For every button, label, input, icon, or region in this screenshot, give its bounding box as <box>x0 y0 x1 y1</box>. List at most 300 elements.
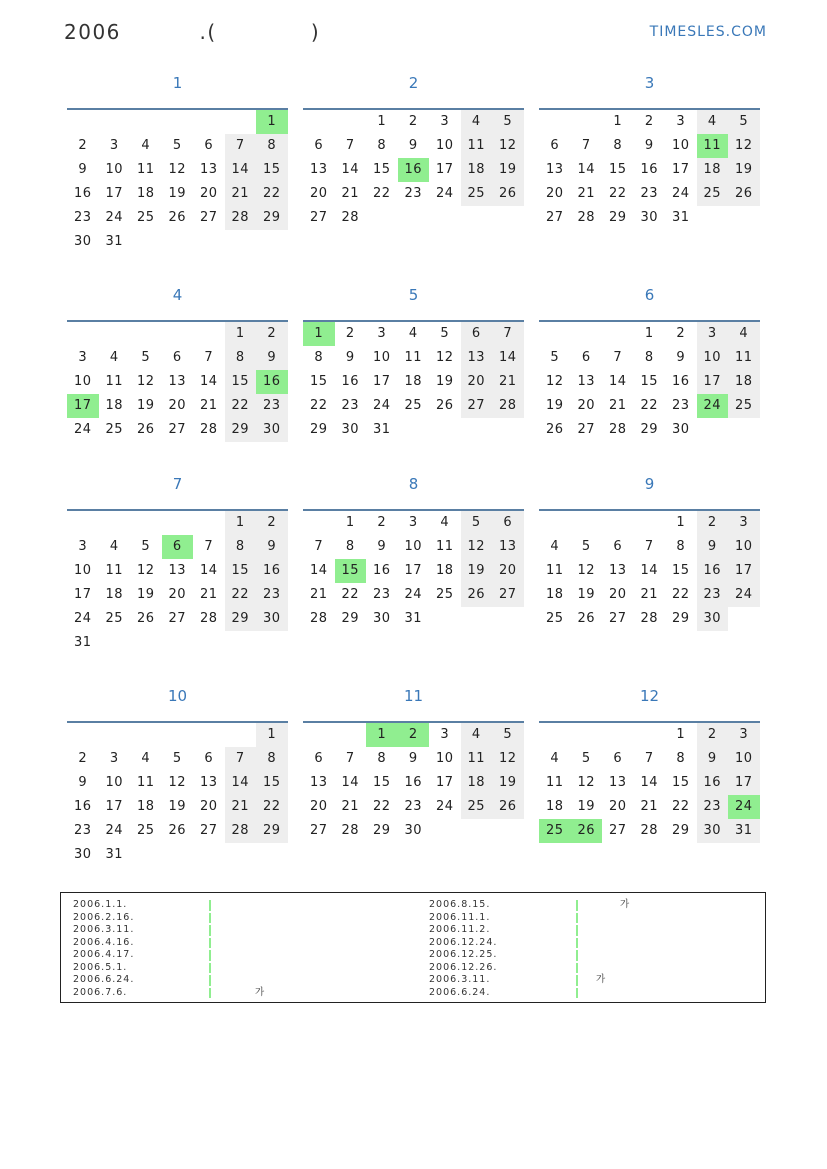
day-cell: 21 <box>341 186 360 201</box>
day-cell: 19 <box>577 799 596 814</box>
day-cell: 5 <box>492 723 524 747</box>
day-cell: 29 <box>309 422 328 437</box>
day-cell: 19 <box>492 771 524 795</box>
legend-row <box>73 912 134 925</box>
day-cell: 21 <box>640 587 659 602</box>
day-cell: 29 <box>372 823 391 838</box>
day-cell: 31 <box>372 422 391 437</box>
month-title: 9 <box>644 475 655 493</box>
day-cell: 13 <box>199 162 218 177</box>
day-cell: 20 <box>309 186 328 201</box>
legend-row <box>73 974 134 987</box>
holiday-day-cell: 11 <box>697 134 729 158</box>
legend-marker <box>209 938 211 949</box>
day-cell: 1 <box>377 114 387 129</box>
month-title: 6 <box>644 286 655 304</box>
day-cell: 28 <box>225 206 257 230</box>
day-cell: 14 <box>492 346 524 370</box>
day-cell: 11 <box>461 134 493 158</box>
day-cell: 5 <box>172 751 182 766</box>
day-cell: 25 <box>105 611 124 626</box>
day-cell: 2 <box>676 326 686 341</box>
day-cell: 2 <box>256 322 288 346</box>
page-title: 2006 .( ) <box>64 20 321 44</box>
day-cell: 15 <box>256 158 288 182</box>
holiday-day-cell: 25 <box>539 819 571 843</box>
day-cell: 18 <box>105 587 124 602</box>
day-cell: 28 <box>309 611 328 626</box>
legend-row <box>429 962 497 975</box>
day-cell: 28 <box>341 210 360 225</box>
legend-row <box>73 899 134 912</box>
day-cell: 12 <box>728 134 760 158</box>
legend-row <box>73 949 134 962</box>
day-cell: 21 <box>225 795 257 819</box>
legend-date: 2006.6.24. <box>73 974 135 985</box>
day-cell: 1 <box>256 723 288 747</box>
day-cell: 3 <box>109 138 119 153</box>
day-cell: 17 <box>73 587 92 602</box>
day-cell: 25 <box>461 795 493 819</box>
day-cell: 27 <box>168 422 187 437</box>
day-cell: 10 <box>728 535 760 559</box>
day-cell: 25 <box>728 394 760 418</box>
month-title: 10 <box>167 687 188 705</box>
legend-date: 2006.12.24. <box>429 936 498 948</box>
day-cell: 3 <box>78 350 88 365</box>
day-cell: 17 <box>105 799 124 814</box>
legend-row <box>429 924 497 937</box>
day-cell: 22 <box>309 398 328 413</box>
day-cell: 4 <box>697 110 729 134</box>
day-cell: 4 <box>109 539 119 554</box>
day-cell: 1 <box>676 515 686 530</box>
day-cell: 15 <box>640 374 659 389</box>
day-cell: 9 <box>697 747 729 771</box>
day-cell: 7 <box>492 322 524 346</box>
day-cell: 24 <box>105 210 124 225</box>
legend-holiday-name: 가 <box>255 986 266 998</box>
day-cell: 3 <box>78 539 88 554</box>
day-cell: 22 <box>256 182 288 206</box>
day-cell: 28 <box>640 611 659 626</box>
day-cell: 24 <box>105 823 124 838</box>
day-cell: 17 <box>435 775 454 790</box>
day-cell: 1 <box>613 114 623 129</box>
day-cell: 23 <box>671 398 690 413</box>
day-cell: 5 <box>581 539 591 554</box>
day-cell: 27 <box>309 210 328 225</box>
day-cell: 29 <box>225 418 257 442</box>
day-cell: 2 <box>377 515 387 530</box>
legend-date: 2006.4.17. <box>73 949 135 960</box>
legend-marker <box>209 925 211 936</box>
legend-date: 2006.3.11. <box>73 924 135 935</box>
day-cell: 21 <box>492 370 524 394</box>
day-cell: 18 <box>404 374 423 389</box>
day-cell: 25 <box>435 587 454 602</box>
legend-date: 2006.7.6. <box>73 986 128 998</box>
day-cell: 20 <box>199 799 218 814</box>
day-cell: 3 <box>676 114 686 129</box>
day-cell: 4 <box>728 322 760 346</box>
day-cell: 28 <box>492 394 524 418</box>
day-cell: 21 <box>608 398 627 413</box>
day-cell: 20 <box>168 398 187 413</box>
day-cell: 21 <box>341 799 360 814</box>
day-cell: 30 <box>671 422 690 437</box>
day-cell: 29 <box>256 206 288 230</box>
day-cell: 9 <box>78 775 88 790</box>
day-cell: 20 <box>577 398 596 413</box>
day-cell: 17 <box>671 162 690 177</box>
day-cell: 2 <box>697 511 729 535</box>
day-cell: 19 <box>728 158 760 182</box>
day-cell: 4 <box>141 751 151 766</box>
day-cell: 11 <box>404 350 423 365</box>
day-cell: 20 <box>492 559 524 583</box>
day-cell: 11 <box>461 747 493 771</box>
day-cell: 7 <box>204 350 214 365</box>
day-cell: 28 <box>225 819 257 843</box>
month-title: 12 <box>639 687 660 705</box>
day-cell: 23 <box>256 394 288 418</box>
day-cell: 29 <box>225 607 257 631</box>
month-title: 7 <box>172 475 183 493</box>
day-cell: 8 <box>676 751 686 766</box>
holiday-day-cell: 1 <box>303 322 335 346</box>
legend-marker <box>576 938 578 949</box>
day-cell: 18 <box>105 398 124 413</box>
legend-row <box>73 924 134 937</box>
legend-date: 2006.4.16. <box>73 936 135 948</box>
day-cell: 22 <box>225 583 257 607</box>
day-cell: 13 <box>168 563 187 578</box>
day-cell: 15 <box>256 771 288 795</box>
holiday-day-cell: 6 <box>162 535 194 559</box>
day-cell: 4 <box>550 751 560 766</box>
legend-marker <box>209 913 211 924</box>
legend-marker <box>576 975 578 986</box>
day-cell: 26 <box>545 422 564 437</box>
day-cell: 19 <box>461 559 493 583</box>
site-link[interactable]: TIMESLES.COM <box>649 24 767 40</box>
day-cell: 9 <box>408 751 418 766</box>
day-cell: 28 <box>199 611 218 626</box>
day-cell: 10 <box>73 563 92 578</box>
day-cell: 25 <box>404 398 423 413</box>
day-cell: 29 <box>640 422 659 437</box>
day-cell: 13 <box>461 346 493 370</box>
day-cell: 2 <box>345 326 355 341</box>
day-cell: 18 <box>545 799 564 814</box>
day-cell: 18 <box>697 158 729 182</box>
day-cell: 31 <box>105 234 124 249</box>
day-cell: 28 <box>341 823 360 838</box>
day-cell: 14 <box>225 771 257 795</box>
day-cell: 15 <box>225 370 257 394</box>
legend-date: 2006.3.11. <box>429 974 491 985</box>
day-cell: 10 <box>435 138 454 153</box>
day-cell: 26 <box>136 611 155 626</box>
day-cell: 30 <box>372 611 391 626</box>
day-cell: 14 <box>199 374 218 389</box>
day-cell: 13 <box>199 775 218 790</box>
day-cell: 29 <box>608 210 627 225</box>
legend-row <box>429 974 607 987</box>
day-cell: 1 <box>345 515 355 530</box>
month-title: 8 <box>408 475 419 493</box>
day-cell: 20 <box>309 799 328 814</box>
day-cell: 6 <box>492 511 524 535</box>
day-cell: 2 <box>408 114 418 129</box>
day-cell: 21 <box>309 587 328 602</box>
legend-date: 2006.12.26. <box>429 961 498 973</box>
day-cell: 18 <box>136 799 155 814</box>
day-cell: 26 <box>728 182 760 206</box>
day-cell: 15 <box>608 162 627 177</box>
day-cell: 28 <box>577 210 596 225</box>
day-cell: 8 <box>613 138 623 153</box>
day-cell: 11 <box>105 563 124 578</box>
day-cell: 11 <box>105 374 124 389</box>
month-divider <box>67 108 288 110</box>
day-cell: 31 <box>728 819 760 843</box>
day-cell: 26 <box>168 823 187 838</box>
day-cell: 1 <box>225 322 257 346</box>
legend-marker <box>576 950 578 961</box>
day-cell: 30 <box>404 823 423 838</box>
day-cell: 10 <box>697 346 729 370</box>
day-cell: 23 <box>256 583 288 607</box>
day-cell: 13 <box>309 162 328 177</box>
day-cell: 27 <box>545 210 564 225</box>
day-cell: 2 <box>78 138 88 153</box>
day-cell: 1 <box>225 511 257 535</box>
day-cell: 10 <box>435 751 454 766</box>
day-cell: 5 <box>141 539 151 554</box>
day-cell: 14 <box>577 162 596 177</box>
day-cell: 5 <box>172 138 182 153</box>
month-title: 5 <box>408 286 419 304</box>
day-cell: 6 <box>613 539 623 554</box>
day-cell: 29 <box>671 611 690 626</box>
day-cell: 16 <box>404 775 423 790</box>
day-cell: 16 <box>697 771 729 795</box>
legend-marker <box>209 963 211 974</box>
day-cell: 24 <box>404 587 423 602</box>
day-cell: 26 <box>461 583 493 607</box>
day-cell: 27 <box>608 611 627 626</box>
day-cell: 23 <box>697 795 729 819</box>
day-cell: 16 <box>256 559 288 583</box>
day-cell: 24 <box>73 422 92 437</box>
legend-row <box>429 987 497 1000</box>
day-cell: 25 <box>105 422 124 437</box>
legend-date: 2006.11.2. <box>429 924 491 935</box>
day-cell: 8 <box>314 350 324 365</box>
day-cell: 14 <box>640 563 659 578</box>
day-cell: 10 <box>372 350 391 365</box>
day-cell: 11 <box>136 775 155 790</box>
day-cell: 14 <box>199 563 218 578</box>
day-cell: 16 <box>341 374 360 389</box>
day-cell: 23 <box>640 186 659 201</box>
legend-date: 2006.2.16. <box>73 911 135 923</box>
day-cell: 24 <box>435 186 454 201</box>
day-cell: 2 <box>697 723 729 747</box>
day-cell: 11 <box>545 563 564 578</box>
day-cell: 14 <box>309 563 328 578</box>
day-cell: 8 <box>377 138 387 153</box>
day-cell: 6 <box>172 350 182 365</box>
day-cell: 18 <box>461 771 493 795</box>
day-cell: 17 <box>728 771 760 795</box>
legend-row <box>429 912 497 925</box>
month-title: 2 <box>408 74 419 92</box>
day-cell: 27 <box>199 210 218 225</box>
day-cell: 9 <box>345 350 355 365</box>
day-cell: 3 <box>728 511 760 535</box>
day-cell: 22 <box>256 795 288 819</box>
day-cell: 22 <box>640 398 659 413</box>
day-cell: 6 <box>581 350 591 365</box>
day-cell: 30 <box>341 422 360 437</box>
day-cell: 17 <box>372 374 391 389</box>
day-cell: 4 <box>109 350 119 365</box>
legend-marker <box>209 975 211 986</box>
day-cell: 6 <box>461 322 493 346</box>
day-cell: 25 <box>136 210 155 225</box>
day-cell: 2 <box>256 511 288 535</box>
day-cell: 24 <box>728 583 760 607</box>
legend-row <box>429 949 497 962</box>
day-cell: 24 <box>73 611 92 626</box>
day-cell: 31 <box>105 847 124 862</box>
day-cell: 21 <box>199 398 218 413</box>
day-cell: 5 <box>581 751 591 766</box>
day-cell: 8 <box>377 751 387 766</box>
day-cell: 23 <box>341 398 360 413</box>
day-cell: 29 <box>671 823 690 838</box>
day-cell: 5 <box>440 326 450 341</box>
day-cell: 15 <box>372 162 391 177</box>
day-cell: 23 <box>697 583 729 607</box>
day-cell: 30 <box>73 234 92 249</box>
day-cell: 8 <box>644 350 654 365</box>
holiday-day-cell: 17 <box>67 394 99 418</box>
day-cell: 15 <box>671 563 690 578</box>
holiday-day-cell: 16 <box>398 158 430 182</box>
day-cell: 16 <box>671 374 690 389</box>
day-cell: 14 <box>225 158 257 182</box>
day-cell: 29 <box>341 611 360 626</box>
day-cell: 23 <box>73 823 92 838</box>
day-cell: 27 <box>492 583 524 607</box>
day-cell: 12 <box>168 775 187 790</box>
day-cell: 10 <box>105 775 124 790</box>
day-cell: 7 <box>644 751 654 766</box>
day-cell: 3 <box>697 322 729 346</box>
day-cell: 26 <box>492 795 524 819</box>
holiday-day-cell: 26 <box>571 819 603 843</box>
day-cell: 11 <box>435 539 454 554</box>
day-cell: 29 <box>256 819 288 843</box>
day-cell: 7 <box>225 747 257 771</box>
day-cell: 15 <box>372 775 391 790</box>
day-cell: 6 <box>613 751 623 766</box>
day-cell: 21 <box>577 186 596 201</box>
day-cell: 12 <box>545 374 564 389</box>
day-cell: 21 <box>199 587 218 602</box>
day-cell: 18 <box>728 370 760 394</box>
day-cell: 31 <box>404 611 423 626</box>
day-cell: 7 <box>644 539 654 554</box>
day-cell: 20 <box>608 587 627 602</box>
day-cell: 19 <box>136 587 155 602</box>
day-cell: 17 <box>404 563 423 578</box>
day-cell: 19 <box>577 587 596 602</box>
day-cell: 22 <box>372 186 391 201</box>
day-cell: 13 <box>309 775 328 790</box>
legend-column-right <box>429 899 631 999</box>
day-cell: 4 <box>141 138 151 153</box>
day-cell: 30 <box>73 847 92 862</box>
day-cell: 13 <box>608 775 627 790</box>
holiday-legend <box>60 892 766 1003</box>
day-cell: 20 <box>461 370 493 394</box>
day-cell: 5 <box>461 511 493 535</box>
legend-marker <box>576 900 578 911</box>
day-cell: 22 <box>225 394 257 418</box>
day-cell: 6 <box>550 138 560 153</box>
legend-row <box>73 937 134 950</box>
day-cell: 14 <box>608 374 627 389</box>
day-cell: 1 <box>676 727 686 742</box>
day-cell: 30 <box>256 607 288 631</box>
day-cell: 7 <box>225 134 257 158</box>
day-cell: 20 <box>168 587 187 602</box>
legend-marker <box>576 963 578 974</box>
day-cell: 10 <box>73 374 92 389</box>
day-cell: 19 <box>435 374 454 389</box>
day-cell: 18 <box>545 587 564 602</box>
day-cell: 13 <box>545 162 564 177</box>
day-cell: 4 <box>461 723 493 747</box>
day-cell: 3 <box>408 515 418 530</box>
day-cell: 12 <box>492 747 524 771</box>
day-cell: 22 <box>608 186 627 201</box>
month-divider <box>67 721 288 723</box>
day-cell: 22 <box>372 799 391 814</box>
day-cell: 7 <box>345 138 355 153</box>
day-cell: 8 <box>225 346 257 370</box>
day-cell: 20 <box>545 186 564 201</box>
day-cell: 23 <box>372 587 391 602</box>
day-cell: 16 <box>697 559 729 583</box>
legend-date: 2006.8.15. <box>429 899 491 910</box>
day-cell: 9 <box>644 138 654 153</box>
day-cell: 31 <box>671 210 690 225</box>
day-cell: 23 <box>404 799 423 814</box>
day-cell: 5 <box>141 350 151 365</box>
day-cell: 30 <box>256 418 288 442</box>
day-cell: 12 <box>168 162 187 177</box>
legend-holiday-name: 가 <box>620 899 631 910</box>
day-cell: 10 <box>728 747 760 771</box>
day-cell: 4 <box>408 326 418 341</box>
legend-marker <box>209 988 211 999</box>
